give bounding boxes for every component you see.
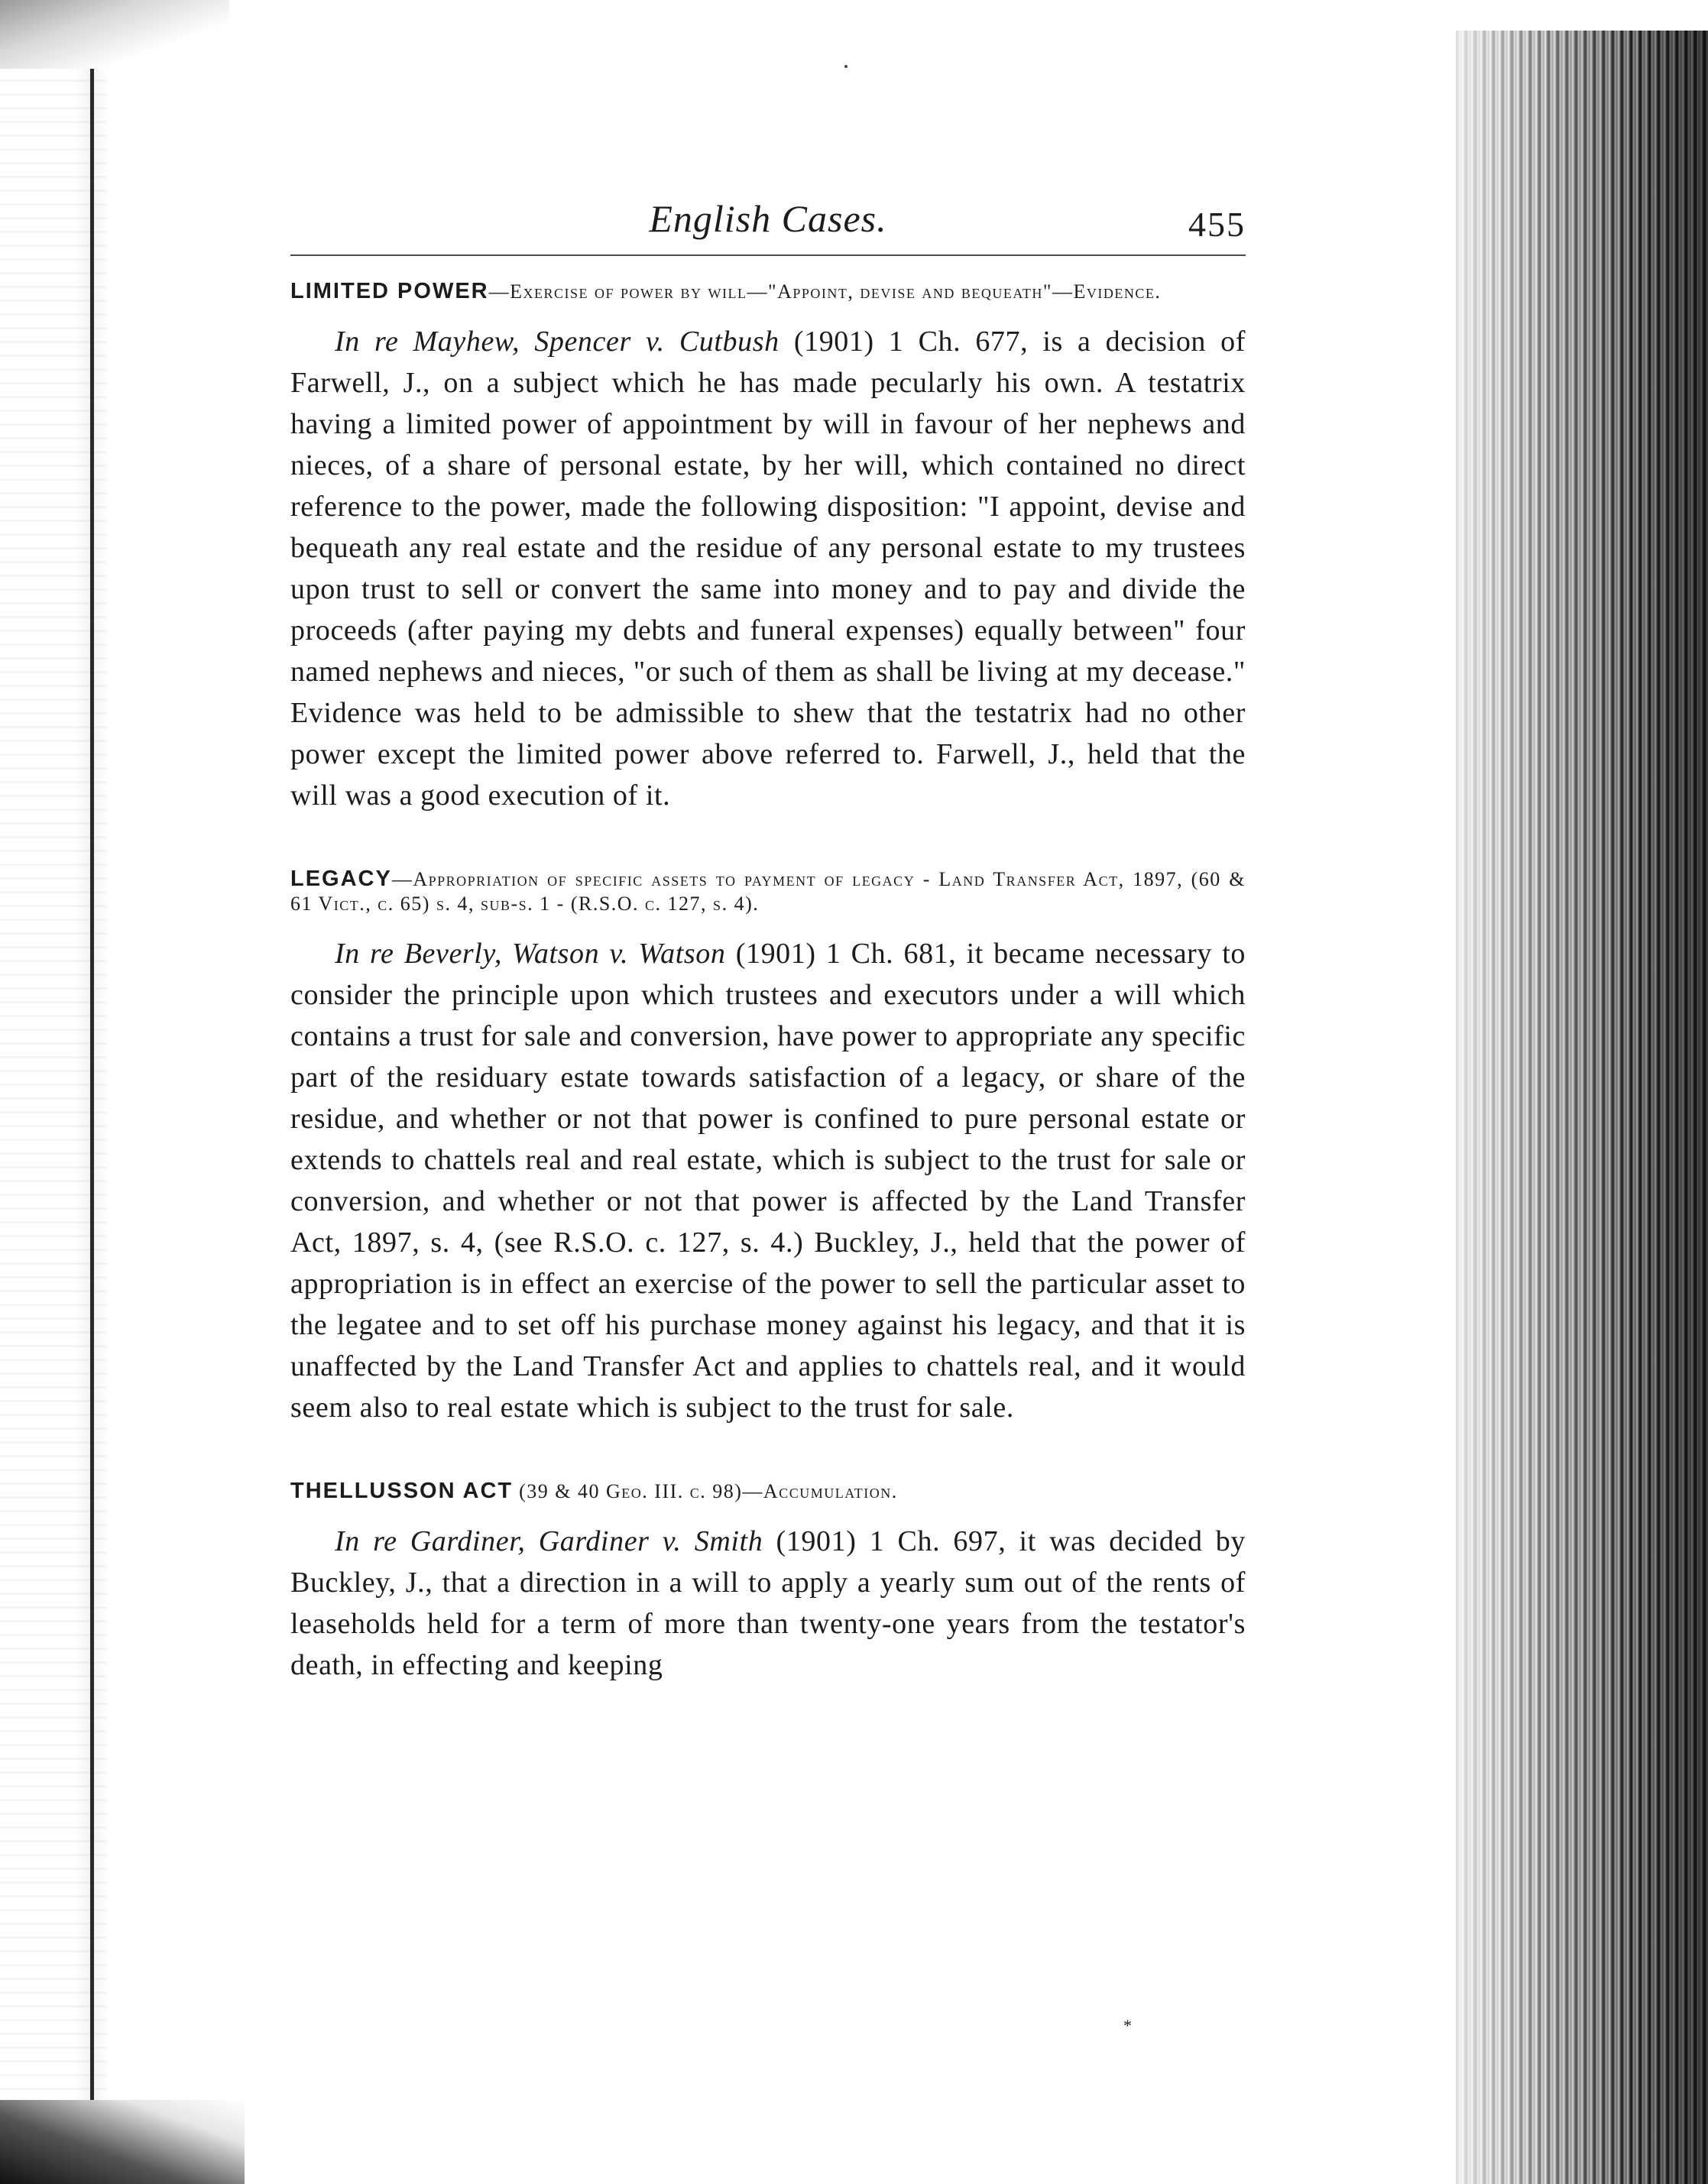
heading-subtitle: —Appropriation of specific assets to payment of legacy - Land Transfer Act, 1897, (60 & 61 Vict., c. 65) s. 4, sub-s. 1 - (R.S.O. c. 127, s. 4). [290, 868, 1246, 915]
case-body: (1901) 1 Ch. 677, is a decision of Farwell, J., on a subject which he has made pecularly his own. A testatrix having a limited power of appointment by will in favour of her nephews and nieces, of a share of personal estate, by her will, which contained no direct reference to the power, made the following disposition: "I appoint, devise and bequeath any real estate and the residue of any personal estate to my trustees upon trust to sell or convert the same into money and to pay and divide the proceeds (after paying my debts and funeral expenses) equally between" four named nephews and nieces, "or such of them as shall be living at my decease." Evidence was held to be admissible to shew that the testatrix had no other power except the limited power above referred to. Farwell, J., held that the will was a good execution of it. [290, 326, 1246, 812]
case-name: In re Beverly, Watson v. Watson [335, 938, 726, 970]
heading-subtitle: —Exercise of power by will—"Appoint, devise and bequeath"—Evidence. [488, 280, 1162, 303]
scan-speck [844, 65, 848, 68]
page-edge-top [1456, 0, 1708, 31]
margin-mark: * [1123, 2016, 1132, 2035]
header-rule [290, 254, 1246, 256]
page-content [290, 195, 1246, 1686]
heading-keyword: LIMITED POWER [290, 279, 489, 303]
page-edge-shade [1456, 0, 1708, 2184]
section-gap [290, 1428, 1246, 1456]
scan-shadow-bottom-left [0, 2100, 245, 2184]
running-title: English Cases. [649, 197, 887, 240]
section-heading-thellusson-act [290, 1479, 1246, 1504]
section-body-limited-power [290, 321, 1246, 816]
spine-rule [90, 31, 94, 2170]
page-header [290, 195, 1246, 256]
book-spine-left [0, 0, 107, 2184]
section-body-legacy [290, 933, 1246, 1428]
page-number: 455 [1188, 205, 1246, 244]
section-gap [290, 816, 1246, 844]
section-heading-legacy [290, 867, 1246, 916]
section-body-thellusson-act [290, 1521, 1246, 1686]
heading-keyword: THELLUSSON ACT [290, 1479, 514, 1503]
heading-keyword: LEGACY [290, 867, 392, 891]
scan-shadow-top-left [0, 0, 229, 69]
case-name: In re Gardiner, Gardiner v. Smith [335, 1525, 763, 1557]
section-heading-limited-power [290, 279, 1246, 304]
case-body: (1901) 1 Ch. 697, it was decided by Buckley, J., that a direction in a will to apply a yearly sum out of the rents of leaseholds held for a term of more than twenty-one years from the testator's death, in effecting and keeping [290, 1525, 1246, 1681]
case-body: (1901) 1 Ch. 681, it became necessary to consider the principle upon which trustees and executors under a will which contains a trust for sale and conversion, have power to appropriate any specific part of the residuary estate towards satisfaction of a legacy, or share of the residue, and whether or not that power is confined to pure personal estate or extends to chattels real and real estate, which is subject to the trust for sale or conversion, and whether or not that power is affected by the Land Transfer Act, 1897, s. 4, (see R.S.O. c. 127, s. 4.) Buckley, J., held that the power of appropriation is in effect an exercise of the power to sell the particular asset to the legatee and to set off his purchase money against his legacy, and that it is unaffected by the Land Transfer Act and applies to chattels real, and it would seem also to real estate which is subject to the trust for sale. [290, 938, 1246, 1424]
case-name: In re Mayhew, Spencer v. Cutbush [335, 326, 779, 358]
book-page-edges [1456, 0, 1708, 2184]
heading-subtitle: (39 & 40 Geo. III. c. 98)—Accumulation. [513, 1480, 898, 1502]
